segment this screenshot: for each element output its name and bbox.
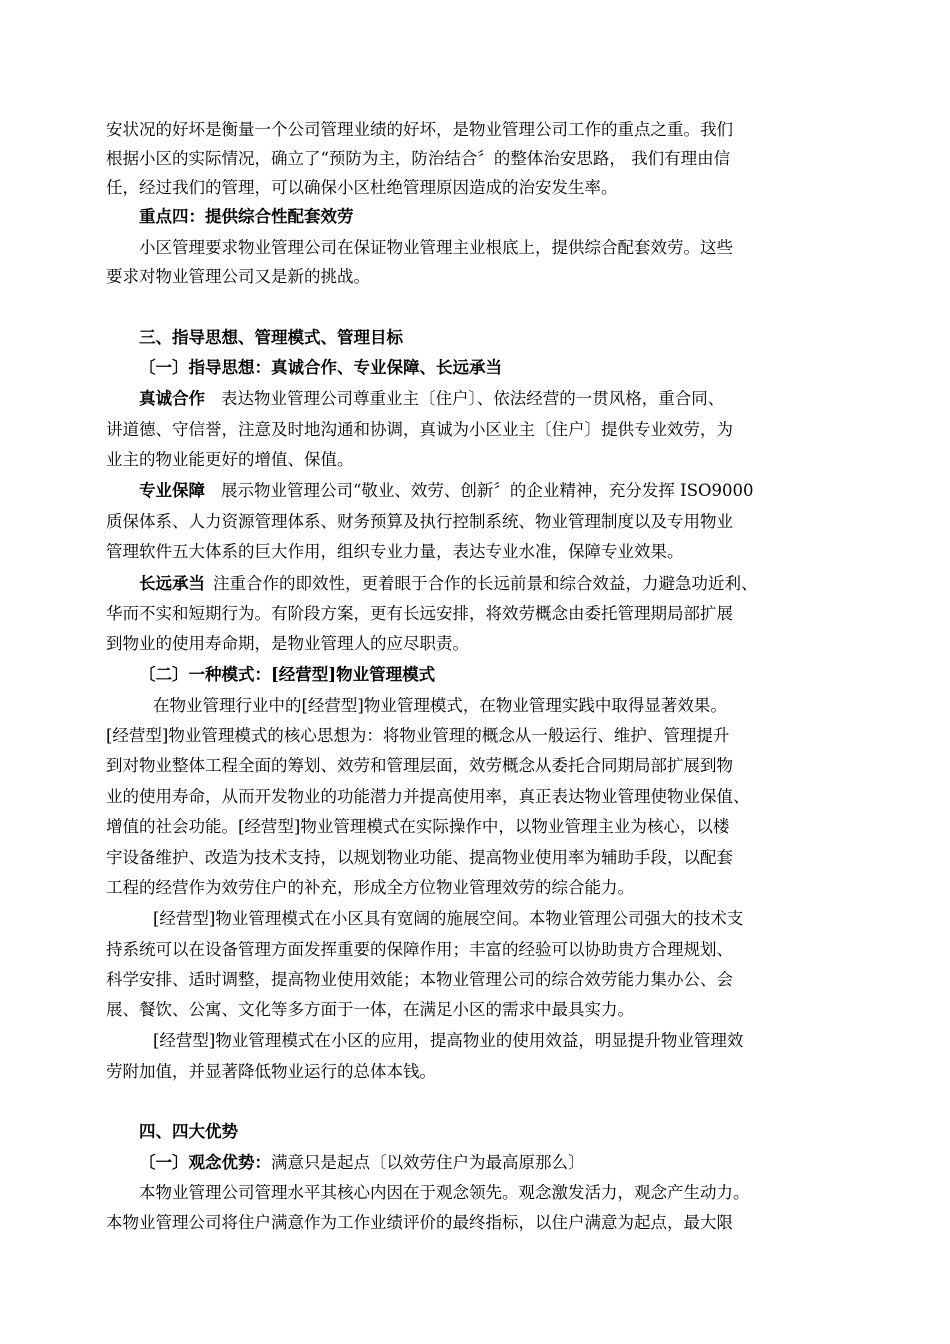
subsection-heading-2: 〔二〕一种模式：[经营型]物业管理模式	[139, 665, 436, 684]
body-text-line: 展、餐饮、公寓、文化等多方面于一体，在满足小区的需求中最具实力。	[106, 1000, 634, 1019]
section-heading-4: 四、四大优势	[139, 1122, 238, 1141]
body-text-line	[139, 387, 884, 411]
body-text-line: 在物业管理行业中的[经营型]物业管理模式，在物业管理实践中取得显著效果。	[153, 696, 727, 715]
term-text: 表达物业管理公司尊重业主〔住户〕、依法经营的一贯风格，重合同、	[221, 389, 725, 408]
subsection-heading-1: 〔一〕指导思想：真诚合作、专业保障、长远承当	[139, 358, 502, 377]
heading-point-four: 重点四：提供综合性配套效劳	[139, 207, 354, 226]
body-text-line: 质保体系、人力资源管理体系、财务预算及执行控制系统、物业管理制度以及专用物业	[106, 512, 733, 531]
body-text-line: [经营型]物业管理模式在小区的应用，提高物业的使用效益，明显提升物业管理效	[153, 1031, 744, 1050]
term-text: 展示物业管理公司“敬业、效劳、创新〞的企业精神，充分发挥 ISO9000	[221, 481, 754, 500]
body-text-line	[139, 479, 884, 503]
term-label-sincere: 真诚合作	[139, 389, 205, 408]
body-text-line: 宇设备维护、改造为技术支持，以规划物业功能、提高物业使用率为辅助手段，以配套	[106, 848, 733, 867]
body-text-line: 安状况的好坏是衡量一个公司管理业绩的好坏，是物业管理公司工作的重点之重。我们	[106, 120, 733, 139]
subsection-label: 〔一〕观念优势：	[139, 1153, 271, 1172]
section-heading-3: 三、指导思想、管理模式、管理目标	[139, 328, 403, 347]
body-text-line: 工程的经营作为效劳住户的补充，形成全方位物业管理效劳的综合能力。	[106, 878, 634, 897]
body-text-line: 持系统可以在设备管理方面发挥重要的保障作用；丰富的经验可以协助贵方合理规划、	[106, 940, 733, 959]
body-text-line: 增值的社会功能。[经营型]物业管理模式在实际操作中，以物业管理主业为核心，以楼	[106, 817, 730, 836]
body-text-line: 讲道德、守信誉，注意及时地沟通和协调，真诚为小区业主〔住户〕提供专业效劳，为	[106, 420, 733, 439]
term-text: 注重合作的即效性，更着眼于合作的长远前景和综合效益，力避急功近利、	[213, 574, 758, 593]
body-text-line: 本物业管理公司管理水平其核心内因在于观念领先。观念激发活力，观念产生动力。	[139, 1183, 750, 1202]
body-text-line: 小区管理要求物业管理公司在保证物业管理主业根底上，提供综合配套效劳。这些	[139, 238, 733, 257]
body-text-line: 华而不实和短期行为。有阶段方案，更有长远安排，将效劳概念由委托管理期局部扩展	[106, 604, 733, 623]
body-text-line	[139, 572, 884, 596]
subsection-text: 满意只是起点〔以效劳住户为最高原那么〕	[271, 1153, 585, 1172]
body-text-line: 业主的物业能更好的增值、保值。	[106, 450, 354, 469]
body-text-line: 要求对物业管理公司又是新的挑战。	[106, 267, 370, 286]
body-text-line: 科学安排、适时调整，提高物业使用效能；本物业管理公司的综合效劳能力集办公、会	[106, 970, 733, 989]
body-text-line: 业的使用寿命，从而开发物业的功能潜力并提高使用率，真正表达物业管理使物业保值、	[106, 787, 750, 806]
body-text-line: 到对物业整体工程全面的筹划、效劳和管理层面，效劳概念从委托合同期局部扩展到物	[106, 756, 733, 775]
term-label-professional: 专业保障	[139, 481, 205, 500]
body-text-line: 本物业管理公司将住户满意作为工作业绩评价的最终指标，以住户满意为起点，最大限	[106, 1213, 733, 1232]
body-text-line: 到物业的使用寿命期，是物业管理人的应尽职责。	[106, 634, 469, 653]
body-text-line: 管理软件五大体系的巨大作用，组织专业力量，表达专业水准，保障专业效果。	[106, 542, 684, 561]
body-text-line: 劳附加值，并显著降低物业运行的总体本钱。	[106, 1062, 436, 1081]
body-text-line: 任，经过我们的管理，可以确保小区杜绝管理原因造成的治安发生率。	[106, 178, 618, 197]
body-text-line: 根据小区的实际情况，确立了“预防为主，防治结合〞的整体治安思路， 我们有理由信	[106, 149, 731, 168]
body-text-line: [经营型]物业管理模式的核心思想为：将物业管理的概念从一般运行、维护、管理提升	[106, 726, 730, 745]
term-label-longterm: 长远承当	[139, 574, 205, 593]
subsection-heading-3	[139, 1151, 884, 1175]
body-text-line: [经营型]物业管理模式在小区具有宽阔的施展空间。本物业管理公司强大的技术支	[153, 909, 744, 928]
